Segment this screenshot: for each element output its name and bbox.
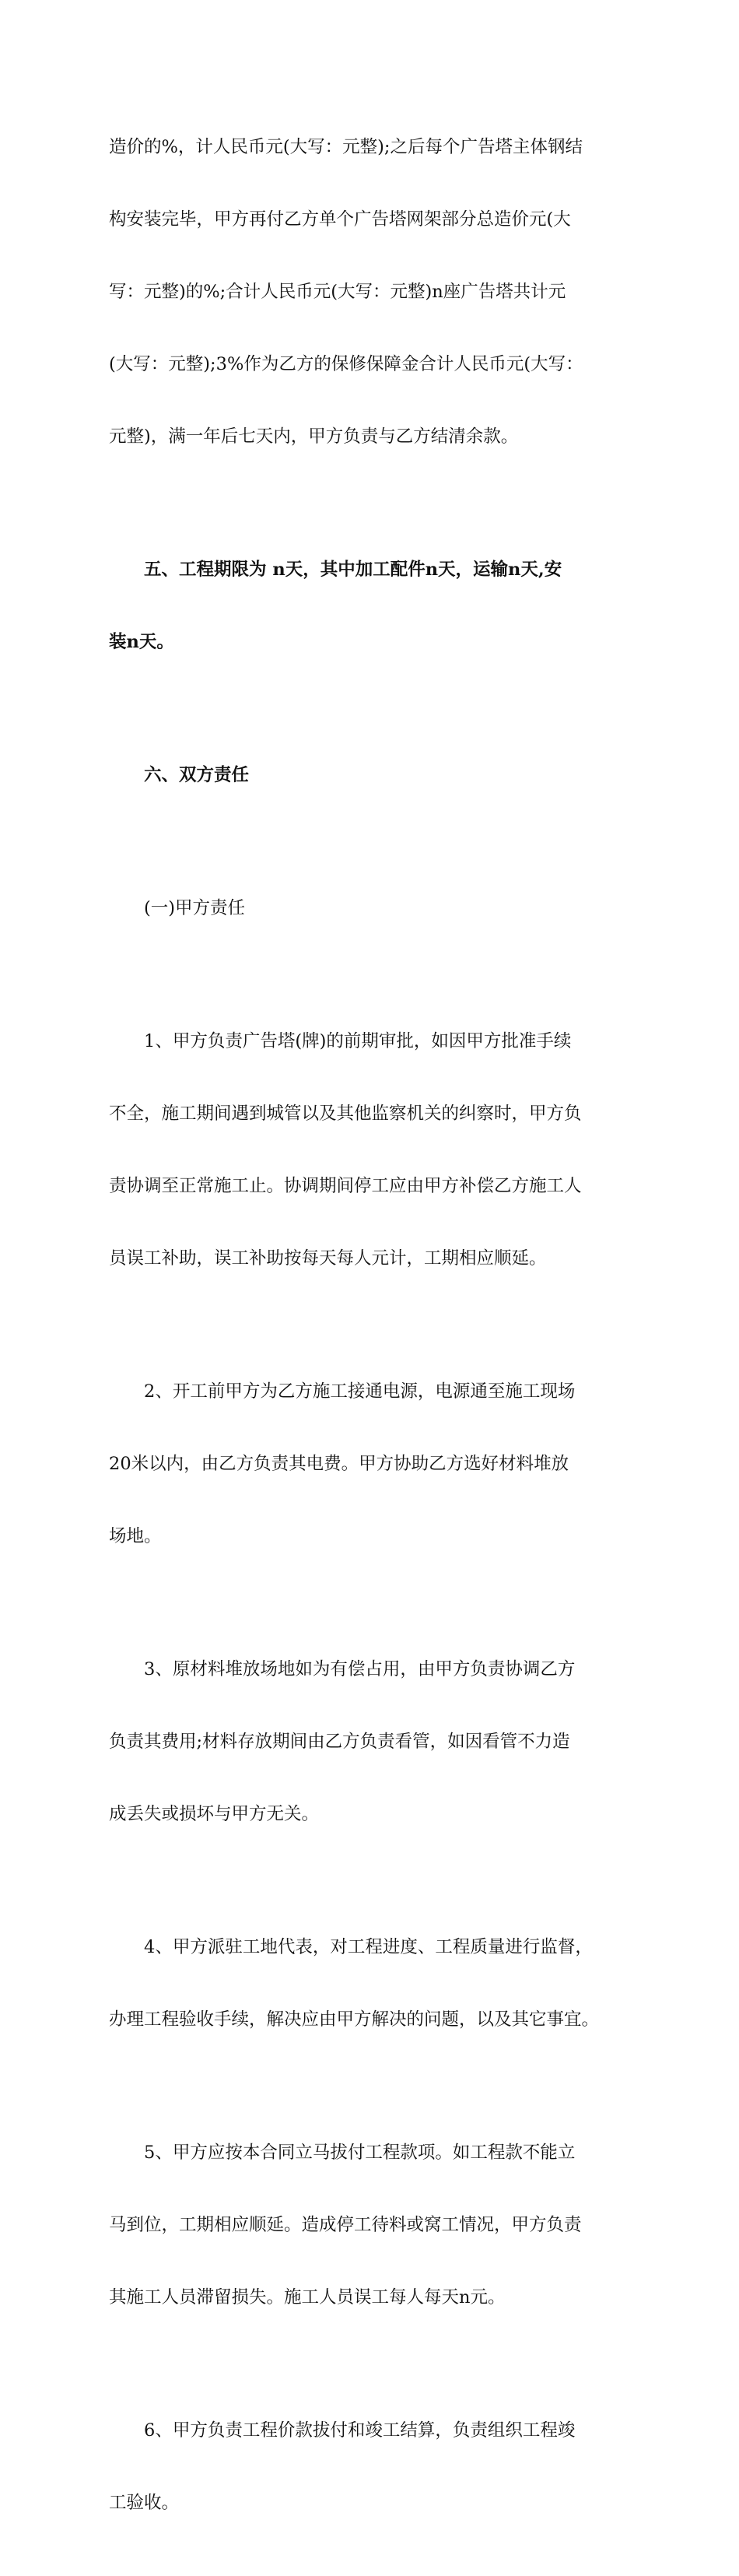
- text-line: (一)甲方责任: [144, 898, 246, 918]
- text-line: 工验收。: [109, 2493, 180, 2513]
- text-line: 不全，施工期间遇到城管以及其他监察机关的纠察时，甲方负: [109, 1104, 582, 1124]
- text-line: 构安装完毕，甲方再付乙方单个广告塔网架部分总造价元(大: [109, 209, 571, 230]
- text-line: 员误工补助，误工补助按每天每人元计，工期相应顺延。: [109, 1248, 547, 1269]
- text-line: 场地。: [109, 1526, 162, 1546]
- text-line: 负责其费用;材料存放期间由乙方负责看管，如因看管不力造: [109, 1732, 570, 1752]
- section-five-heading: [109, 510, 646, 703]
- responsibility-item-6: [109, 2371, 646, 2564]
- text-line: 20米以内，由乙方负责其电费。甲方协助乙方选好材料堆放: [109, 1454, 569, 1474]
- text-line: 成丢失或损坏与甲方无关。: [109, 1804, 320, 1824]
- subsection-party-a-heading: [109, 848, 646, 969]
- document-page: [109, 87, 646, 2576]
- responsibility-item-4: [109, 1887, 646, 2080]
- text-line: 责协调至正常施工止。协调期间停工应由甲方补偿乙方施工人: [109, 1176, 582, 1196]
- text-line: 元整)，满一年后七天内，甲方负责与乙方结清余款。: [109, 426, 519, 447]
- responsibility-item-3: [109, 1609, 646, 1875]
- text-line: 六、双方责任: [144, 765, 250, 785]
- section-six-heading: [109, 715, 646, 836]
- paragraph-payment-terms: [109, 87, 646, 497]
- text-line: 写：元整)的%;合计人民币元(大写：元整)n座广告塔共计元: [109, 282, 566, 302]
- text-line: 2、开工前甲方为乙方施工接通电源，电源通至施工现场: [144, 1381, 576, 1402]
- text-line: 6、甲方负责工程价款拔付和竣工结算，负责组织工程竣: [144, 2420, 576, 2441]
- text-line: 4、甲方派驻工地代表，对工程进度、工程质量进行监督，: [144, 1937, 593, 1957]
- text-line: 马到位，工期相应顺延。造成停工待料或窝工情况，甲方负责: [109, 2215, 582, 2235]
- responsibility-item-1: [109, 981, 646, 1319]
- text-line: 1、甲方负责广告塔(牌)的前期审批，如因甲方批准手续: [144, 1031, 572, 1051]
- text-line: 造价的%，计人民币元(大写：元整);之后每个广告塔主体钢结: [109, 137, 583, 157]
- responsibility-item-5: [109, 2093, 646, 2358]
- text-line: 其施工人员滞留损失。施工人员误工每人每天n元。: [109, 2287, 506, 2308]
- text-line: 3、原材料堆放场地如为有偿占用，由甲方负责协调乙方: [144, 1659, 576, 1679]
- text-line: (大写：元整);3%作为乙方的保修保障金合计人民币元(大写：: [109, 354, 583, 374]
- text-line: 5、甲方应按本合同立马拔付工程款项。如工程款不能立: [144, 2143, 576, 2163]
- text-line: 办理工程验收手续，解决应由甲方解决的问题，以及其它事宜。: [109, 2009, 600, 2030]
- text-line: 装n天。: [109, 632, 174, 652]
- text-line: 五、工程期限为 n天，其中加工配件n天，运输n天,安: [144, 560, 562, 580]
- responsibility-item-2: [109, 1332, 646, 1597]
